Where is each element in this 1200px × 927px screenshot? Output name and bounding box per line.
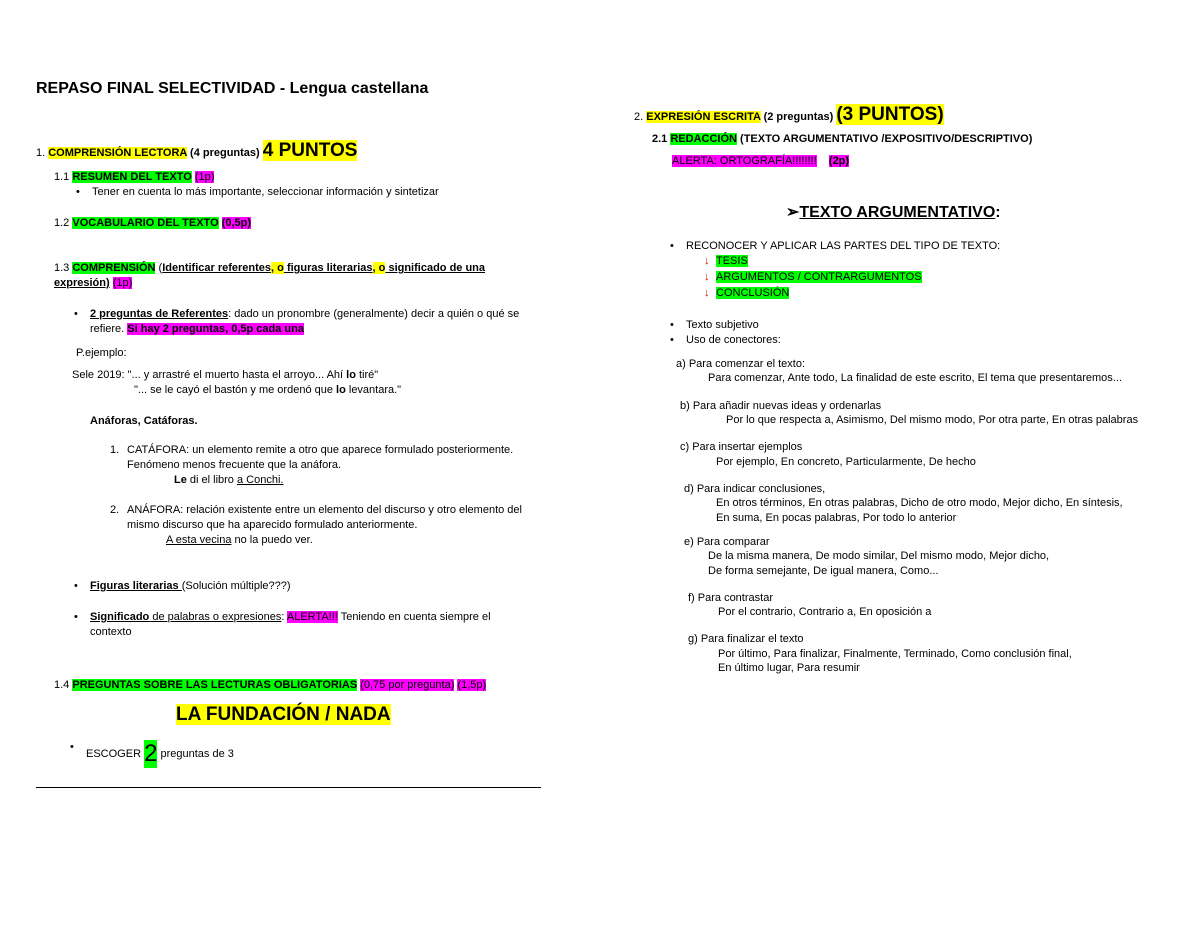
section-1-2-points: (0,5p)	[221, 217, 252, 229]
referentes-text-2: refiere.	[90, 323, 128, 335]
section-1-number: 1.	[36, 147, 49, 159]
section-1-detail: (4 preguntas)	[186, 147, 263, 159]
figuras-bullet	[90, 579, 291, 594]
books-title	[176, 702, 391, 728]
anafora-number: 2.	[110, 504, 120, 516]
conector-line: Por el contrario, Contrario a, En oposición a	[718, 606, 932, 618]
section-2-1-detail: (TEXTO ARGUMENTATIVO /EXPOSITIVO/DESCRIPTIVO)	[736, 133, 1033, 145]
section-1-3-heading	[54, 261, 485, 276]
section-2-label: EXPRESIÓN ESCRITA	[646, 111, 761, 123]
partes-item	[704, 286, 789, 301]
partes-item	[704, 254, 748, 269]
down-arrow-icon: ↓	[704, 271, 710, 283]
referentes-label: 2 preguntas de Referentes	[90, 308, 229, 320]
catafora-example-underlined: a Conchi.	[236, 474, 284, 486]
conector-line: De la misma manera, De modo similar, Del mismo modo, Mejor dicho,	[708, 550, 1050, 562]
section-2-points: (3 PUNTOS)	[836, 104, 944, 125]
section-1-4-points-2: (1,5p)	[457, 679, 487, 691]
catafora-line-2: Fenómeno menos frecuente que la anáfora.	[127, 459, 342, 471]
arrow-right-icon: ➢	[786, 204, 800, 221]
ejemplo-label: P.ejemplo:	[76, 347, 127, 359]
section-1-1-number: 1.1	[54, 171, 73, 183]
catafora-line-1: CATÁFORA: un elemento remite a otro que aparece formulado posteriormente.	[127, 444, 514, 456]
ejemplo-line-2	[134, 383, 401, 398]
partes-intro: RECONOCER Y APLICAR LAS PARTES DEL TIPO DE TEXTO:	[686, 240, 1001, 252]
referentes-text: : dado un pronombre (generalmente) decir a quién o qué se	[228, 308, 520, 320]
section-1-label: COMPRENSIÓN LECTORA	[48, 147, 187, 159]
resumen-bullet	[92, 185, 439, 200]
escoger-rest: preguntas de 3	[157, 747, 234, 760]
conector-line: De forma semejante, De igual manera, Como...	[708, 565, 939, 577]
section-1-3-referentes: Identificar referentes	[162, 262, 272, 274]
subjetivo-bullet	[686, 318, 759, 333]
section-1-4-heading	[54, 678, 486, 693]
partes-item-label: TESIS	[716, 255, 748, 267]
section-1-1-points: (1p)	[194, 171, 215, 183]
conector-line: En otros términos, En otras palabras, Dicho de otro modo, Mejor dicho, En síntesis,	[716, 497, 1123, 509]
section-2-1-heading	[652, 132, 1032, 147]
section-2-number: 2.	[634, 111, 647, 123]
section-1-4-points-1: (0,75 por pregunta)	[360, 679, 455, 691]
ejemplo-2-prefix: "... se le cayó el bastón y me ordenó que	[134, 384, 337, 396]
catafora-example-mid: di el libro	[186, 474, 237, 486]
conector-line: Para comenzar, Ante todo, La finalidad de este escrito, El tema que presentaremos...	[708, 372, 1122, 384]
conector-head: g) Para finalizar el texto	[688, 633, 804, 645]
section-1-3-line2	[54, 276, 132, 291]
section-2-1-label: REDACCIÓN	[670, 133, 737, 145]
anafora-line-2: mismo discurso que ha aparecido formulado anteriormente.	[127, 519, 418, 531]
escoger-text: ESCOGER	[86, 747, 145, 760]
section-1-3-or-2: , o	[372, 262, 386, 274]
escoger-bullet	[86, 740, 234, 768]
resumen-bullet-text: Tener en cuenta lo más importante, seleccionar información y sintetizar	[92, 186, 439, 198]
conector-head: b) Para añadir nuevas ideas y ordenarlas	[680, 400, 882, 412]
anafora-line-1: ANÁFORA: relación existente entre un elemento del discurso y otro elemento del	[127, 504, 522, 516]
partes-item-label: CONCLUSIÓN	[716, 287, 790, 299]
significado-mid: de palabras o expresiones	[149, 611, 282, 623]
ejemplo-2-suffix: levantara."	[345, 384, 402, 396]
section-1-4-label: PREGUNTAS SOBRE LAS LECTURAS OBLIGATORIAS	[72, 679, 358, 691]
ortografia-alert-text: ALERTA: ORTOGRAFÍA!!!!!!!!	[672, 155, 817, 167]
ortografia-alert-points: (2p)	[828, 155, 850, 167]
significado-label: Significado	[90, 611, 150, 623]
catafora-number: 1.	[110, 444, 120, 456]
page-title	[36, 78, 428, 100]
books-title-text: LA FUNDACIÓN / NADA	[176, 704, 391, 725]
conector-line: Por último, Para finalizar, Finalmente, Terminado, Como conclusión final,	[718, 648, 1072, 660]
ejemplo-1-prefix: Sele 2019: "... y arrastré el muerto hasta el arroyo... Ahí	[72, 369, 347, 381]
section-1-2-number: 1.2	[54, 217, 73, 229]
conector-head: d) Para indicar conclusiones,	[684, 483, 826, 495]
section-1-3-points: (1p)	[112, 277, 133, 289]
section-1-3-significado: significado de una	[385, 262, 486, 274]
section-1-2-heading	[54, 216, 251, 231]
anafora-example-underlined: A esta vecina	[166, 534, 232, 546]
referentes-line2	[90, 322, 304, 337]
conector-head: a) Para comenzar el texto:	[676, 358, 806, 370]
title-main: REPASO FINAL SELECTIVIDAD -	[36, 80, 290, 97]
argumentativo-title: TEXTO ARGUMENTATIVO	[799, 204, 996, 221]
section-2-detail: (2 preguntas)	[760, 111, 837, 123]
section-1-3-open: (	[155, 262, 163, 274]
conector-line: En suma, En pocas palabras, Por todo lo anterior	[716, 512, 957, 524]
anaforas-heading: Anáforas, Catáforas.	[90, 415, 198, 427]
referentes-bullet	[90, 307, 519, 322]
catafora-example	[174, 473, 283, 488]
significado-colon: :	[281, 611, 287, 623]
section-1-points: 4 PUNTOS	[262, 140, 358, 161]
figuras-label: Figuras literarias	[90, 580, 182, 592]
section-1-4-number: 1.4	[54, 679, 73, 691]
down-arrow-icon: ↓	[704, 287, 710, 299]
section-1-3-number: 1.3	[54, 262, 73, 274]
partes-item-label: ARGUMENTOS / CONTRARGUMENTOS	[716, 271, 922, 283]
escoger-number: 2	[144, 740, 158, 767]
significado-bullet	[90, 610, 491, 625]
partes-item	[704, 270, 922, 285]
conector-line: Por lo que respecta a, Asimismo, Del mismo modo, Por otra parte, En otras palabras	[726, 414, 1139, 426]
anafora-example-rest: no la puedo ver.	[231, 534, 313, 546]
argumentativo-colon: :	[995, 204, 1001, 221]
conector-line: En último lugar, Para resumir	[718, 662, 860, 674]
conectores-bullet	[686, 333, 781, 348]
conector-line: Por ejemplo, En concreto, Particularmente, De hecho	[716, 456, 976, 468]
section-1-2-label: VOCABULARIO DEL TEXTO	[72, 217, 219, 229]
significado-rest: Teniendo en cuenta siempre el	[337, 611, 491, 623]
argumentativo-heading	[786, 202, 1001, 224]
figuras-rest: (Solución múltiple???)	[181, 580, 291, 592]
ortografia-alert	[672, 154, 849, 169]
referentes-highlight: Si hay 2 preguntas, 0,5p cada una	[127, 323, 304, 335]
significado-alert: ALERTA!!!	[286, 611, 338, 623]
section-1-1-heading	[54, 170, 214, 185]
title-sub: Lengua castellana	[289, 80, 429, 97]
section-1-3-expresion: expresión)	[54, 277, 110, 289]
subjetivo-text: Texto subjetivo	[686, 319, 759, 331]
catafora-example-bold: Le	[174, 474, 187, 486]
significado-line-2: contexto	[90, 626, 132, 638]
section-2-1-number: 2.1	[652, 133, 671, 145]
ejemplo-1-bold: lo	[346, 369, 356, 381]
section-1-3-or-1: , o	[271, 262, 284, 274]
conectores-text: Uso de conectores:	[686, 334, 781, 346]
ejemplo-1-suffix: tiré"	[355, 369, 379, 381]
section-1-3-figuras: figuras literarias	[283, 262, 373, 274]
conector-head: e) Para comparar	[684, 536, 770, 548]
section-1-heading	[36, 138, 357, 164]
ejemplo-2-bold: lo	[336, 384, 346, 396]
conector-head: c) Para insertar ejemplos	[680, 441, 803, 453]
down-arrow-icon: ↓	[704, 255, 710, 267]
section-1-1-label: RESUMEN DEL TEXTO	[72, 171, 192, 183]
section-2-heading	[634, 102, 944, 128]
anafora-example	[166, 533, 313, 548]
partes-bullet	[686, 239, 1000, 254]
section-1-3-label: COMPRENSIÓN	[72, 262, 156, 274]
conector-head: f) Para contrastar	[688, 592, 773, 604]
ejemplo-line-1	[72, 368, 378, 383]
separator-line	[36, 787, 541, 788]
